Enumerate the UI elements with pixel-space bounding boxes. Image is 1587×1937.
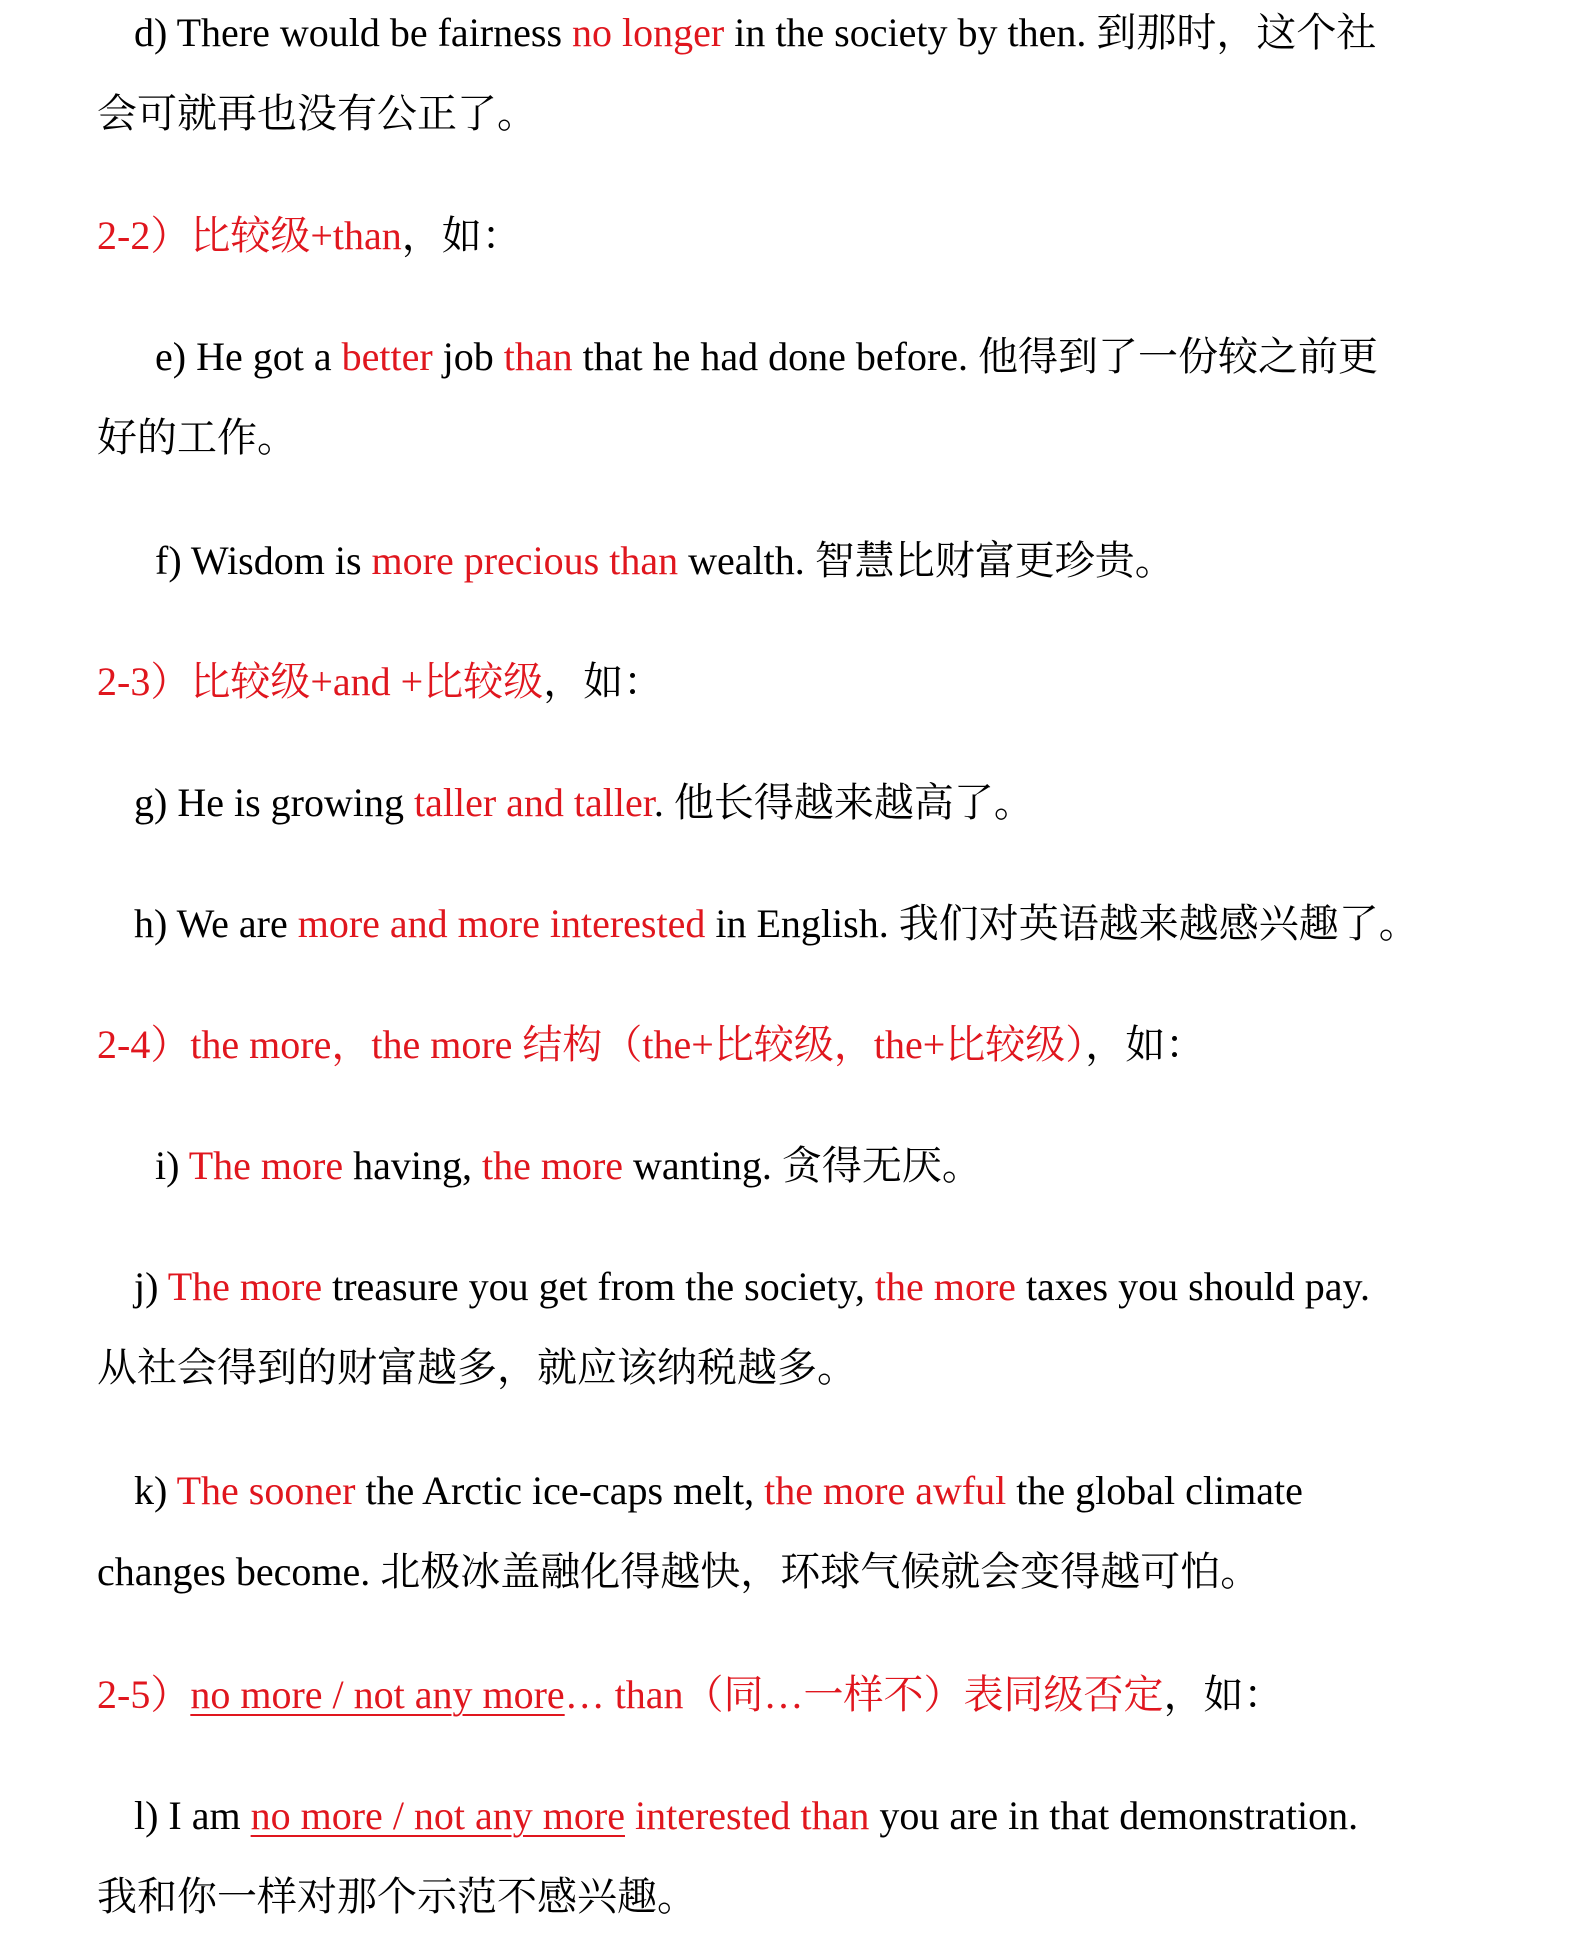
body-text: wealth. 智慧比财富更珍贵。: [678, 538, 1175, 583]
text-line: [97, 397, 1527, 478]
highlighted-text: than: [503, 334, 573, 379]
highlighted-text: no more / not any more: [190, 1672, 565, 1717]
text-line: [97, 73, 1527, 154]
body-text: g) He is growing: [134, 780, 414, 825]
highlighted-text: more precious than: [371, 538, 679, 583]
highlighted-text: the more: [481, 1143, 624, 1188]
highlighted-text: no more / not any more: [250, 1793, 625, 1838]
body-text: you are in that demonstration.: [869, 1793, 1359, 1838]
heading-2-3: [97, 641, 1527, 722]
highlighted-text: The more: [167, 1264, 323, 1309]
text-line: [97, 641, 1527, 722]
body-text: 好的工作。: [97, 415, 297, 460]
highlighted-text: interested than: [624, 1793, 870, 1838]
text-line: [97, 1856, 1527, 1937]
highlighted-text: 2-4）the more，the more 结构（the+比较级，the+比较级）: [97, 1022, 1086, 1067]
body-text: f) Wisdom is: [155, 538, 372, 583]
highlighted-text: the more: [874, 1264, 1016, 1309]
heading-2-5: [97, 1654, 1527, 1735]
example-i: [97, 1125, 1527, 1206]
body-text: ，如：: [401, 213, 522, 258]
body-text: changes become. 北极冰盖融化得越快，环球气候就会变得越可怕。: [97, 1549, 1261, 1594]
body-text: i): [155, 1143, 189, 1188]
body-text: j): [134, 1264, 168, 1309]
text-line: [97, 195, 1527, 276]
body-text: ，如：: [1163, 1672, 1284, 1717]
body-text: l) I am: [134, 1793, 251, 1838]
body-text: taxes you should pay.: [1015, 1264, 1370, 1309]
text-line: [97, 520, 1527, 601]
highlighted-text: taller and taller: [413, 780, 654, 825]
body-text: 会可就再也没有公正了。: [97, 91, 537, 136]
text-line: [97, 1775, 1527, 1856]
text-line: [97, 1654, 1527, 1735]
text-line: [97, 1125, 1527, 1206]
example-k: [97, 1450, 1527, 1612]
body-text: 我和你一样对那个示范不感兴趣。: [97, 1874, 697, 1919]
body-text: e) He got a: [155, 334, 342, 379]
text-line: [97, 316, 1527, 397]
text-line: [97, 1004, 1527, 1085]
example-f: [97, 520, 1527, 601]
example-g: [97, 762, 1527, 843]
body-text: wanting. 贪得无厌。: [623, 1143, 982, 1188]
example-l: [97, 1775, 1527, 1937]
example-h: [97, 883, 1527, 964]
body-text: d) There would be fairness: [134, 10, 573, 55]
example-j: [97, 1246, 1527, 1408]
example-d: [97, 0, 1527, 154]
heading-2-2: [97, 195, 1527, 276]
highlighted-text: … than（同…一样不）表同级否定: [564, 1672, 1164, 1717]
highlighted-text: The sooner: [176, 1468, 356, 1513]
highlighted-text: the more awful: [764, 1468, 1007, 1513]
text-line: [97, 1246, 1527, 1327]
heading-2-4: [97, 1004, 1527, 1085]
body-text: ，如：: [1085, 1022, 1206, 1067]
text-line: [97, 1450, 1527, 1531]
body-text: 从社会得到的财富越多，就应该纳税越多。: [97, 1345, 857, 1390]
text-line: [97, 1327, 1527, 1408]
body-text: in English. 我们对英语越来越感兴趣了。: [705, 901, 1419, 946]
example-e: [97, 316, 1527, 478]
highlighted-text: 2-3）比较级+and +比较级: [97, 659, 544, 704]
highlighted-text: 2-2）比较级+than: [97, 213, 402, 258]
body-text: the global climate: [1006, 1468, 1303, 1513]
highlighted-text: 2-5）: [97, 1672, 191, 1717]
text-line: [97, 883, 1527, 964]
body-text: . 他长得越来越高了。: [653, 780, 1034, 825]
body-text: k): [134, 1468, 177, 1513]
text-line: [97, 0, 1527, 73]
text-line: [97, 1531, 1527, 1612]
body-text: that he had done before. 他得到了一份较之前更: [572, 334, 1379, 379]
text-line: [97, 762, 1527, 843]
highlighted-text: more and more interested: [297, 901, 706, 946]
body-text: treasure you get from the society,: [322, 1264, 875, 1309]
body-text: the Arctic ice-caps melt,: [355, 1468, 765, 1513]
body-text: h) We are: [134, 901, 298, 946]
highlighted-text: no longer: [572, 10, 725, 55]
body-text: job: [432, 334, 504, 379]
highlighted-text: The more: [188, 1143, 344, 1188]
highlighted-text: better: [341, 334, 433, 379]
body-text: having,: [343, 1143, 482, 1188]
body-text: ，如：: [543, 659, 664, 704]
body-text: in the society by then. 到那时，这个社: [724, 10, 1377, 55]
